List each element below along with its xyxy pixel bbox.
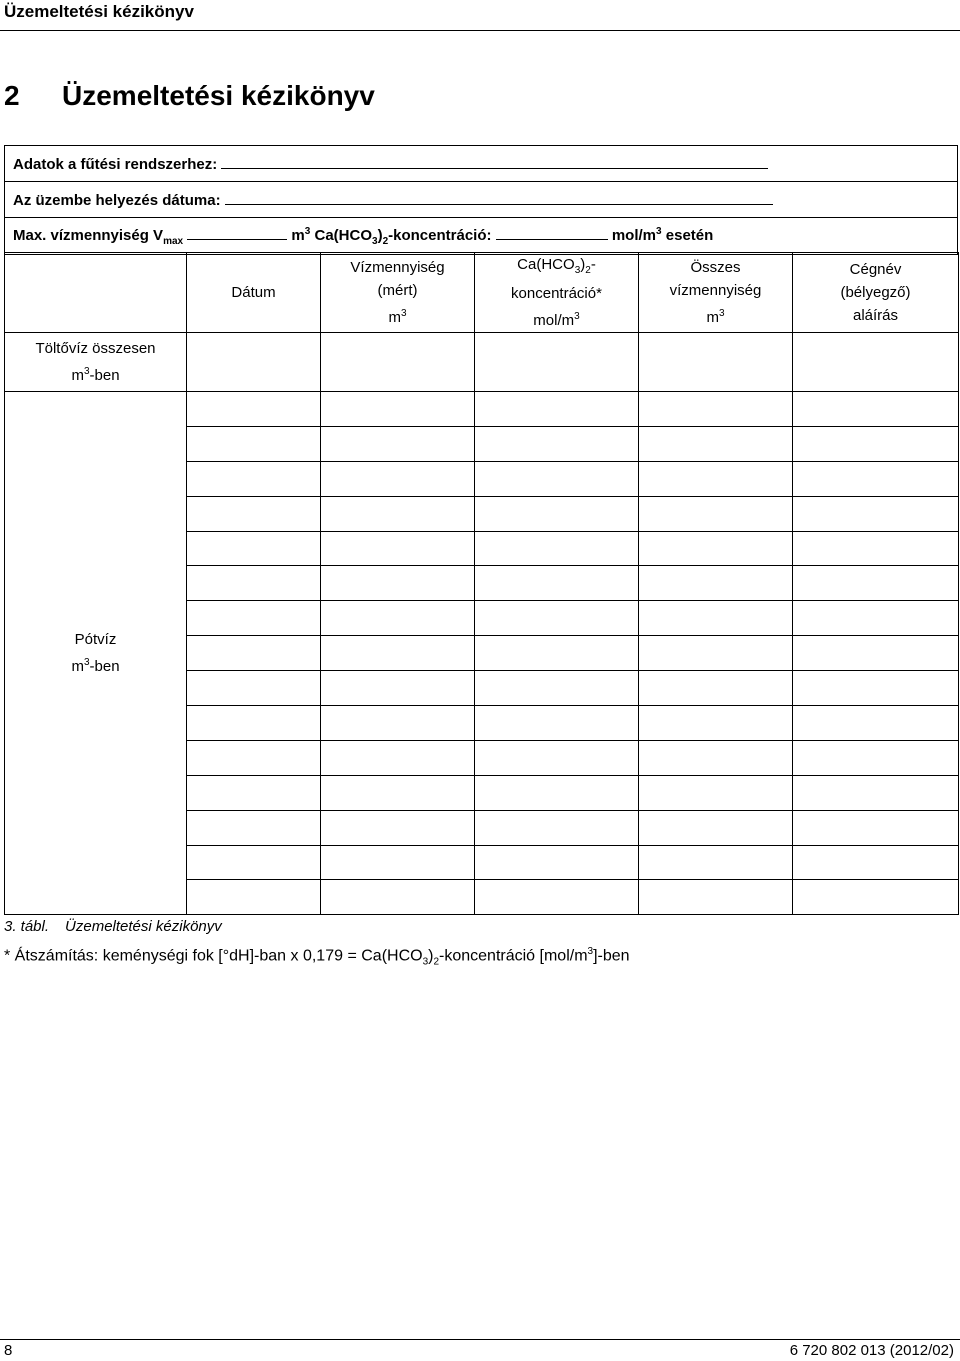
conc-label: Ca(HCO — [314, 227, 373, 244]
entry-cell[interactable] — [475, 601, 639, 636]
mol-unit-exp: 3 — [656, 226, 662, 237]
entry-cell[interactable] — [639, 706, 793, 741]
row-label-fill-water — [5, 333, 187, 392]
entry-cell[interactable] — [639, 671, 793, 706]
entry-cell[interactable] — [321, 706, 475, 741]
entry-cell[interactable] — [475, 496, 639, 531]
col-total-unit-exp: 3 — [718, 308, 725, 319]
entry-cell[interactable] — [475, 636, 639, 671]
col-conc-l1 — [475, 253, 638, 282]
document-code: 6 720 802 013 (2012/02) — [789, 1342, 954, 1359]
col-water-l2: (mért) — [377, 282, 418, 299]
entry-cell[interactable] — [187, 636, 321, 671]
conc-suffix: -koncentráció: — [388, 227, 492, 244]
footnote-a: * Átszámítás: keménységi fok [°dH]-ban x 0,179 = Ca(HCO — [4, 947, 423, 965]
conc-sub1: 3 — [372, 236, 378, 247]
entry-cell[interactable] — [793, 810, 959, 845]
entry-cell[interactable] — [639, 845, 793, 880]
entry-cell[interactable] — [475, 845, 639, 880]
entry-cell[interactable] — [639, 810, 793, 845]
entry-cell[interactable] — [639, 775, 793, 810]
entry-cell[interactable] — [639, 740, 793, 775]
heating-data-label: Adatok a fűtési rendszerhez: — [13, 156, 218, 173]
col-company-l2: (bélyegző) — [840, 284, 911, 301]
row-label-makeup-water — [5, 392, 187, 915]
col-total-l1: Összes — [690, 259, 741, 276]
section-title-text: Üzemeltetési kézikönyv — [62, 80, 375, 111]
col-company-l3: aláírás — [852, 307, 899, 324]
col-conc-unit-text: mol/m — [533, 312, 575, 329]
col-header-water — [321, 253, 475, 333]
entry-cell[interactable] — [475, 392, 639, 427]
mol-unit: mol/m — [611, 227, 657, 244]
fill-water-suffix: -ben — [89, 367, 120, 384]
footnote-sub1: 3 — [422, 956, 429, 968]
col-header-conc — [475, 253, 639, 333]
max-volume-label: Max. vízmennyiség V — [13, 227, 164, 244]
makeup-water-unit-exp: 3 — [83, 657, 90, 669]
entry-cell[interactable] — [639, 601, 793, 636]
entry-cell[interactable] — [639, 426, 793, 461]
makeup-water-suffix: -ben — [89, 658, 120, 676]
entry-cell[interactable] — [187, 775, 321, 810]
entry-cell[interactable] — [321, 566, 475, 601]
entry-cell[interactable] — [639, 531, 793, 566]
conc-mid: ) — [377, 227, 383, 244]
entry-cell[interactable] — [187, 880, 321, 915]
col-header-date — [187, 253, 321, 333]
col-water-l1: Vízmennyiség — [350, 259, 445, 276]
entry-cell[interactable] — [187, 740, 321, 775]
col-header-total — [639, 253, 793, 333]
col-conc-sub2: 2 — [585, 265, 591, 276]
makeup-water-l1: Pótvíz — [74, 631, 117, 649]
footnote-exp: 3 — [587, 946, 594, 957]
footnote-d: ]-ben — [593, 947, 630, 965]
entry-cell[interactable] — [475, 671, 639, 706]
max-volume-unit-exp: 3 — [304, 226, 311, 237]
entry-cell[interactable] — [793, 426, 959, 461]
entry-cell[interactable] — [321, 496, 475, 531]
entry-cell[interactable] — [321, 426, 475, 461]
entry-cell[interactable] — [793, 740, 959, 775]
entry-cell[interactable] — [639, 496, 793, 531]
entry-cell[interactable] — [321, 636, 475, 671]
entry-cell[interactable] — [187, 333, 321, 392]
header-rule — [0, 30, 960, 31]
commission-date-blank — [225, 190, 773, 205]
entry-cell[interactable] — [321, 671, 475, 706]
entry-cell[interactable] — [475, 566, 639, 601]
col-date-text: Dátum — [231, 284, 276, 301]
entry-cell[interactable] — [475, 880, 639, 915]
entry-cell[interactable] — [321, 531, 475, 566]
entry-cell[interactable] — [321, 845, 475, 880]
entry-cell[interactable] — [639, 392, 793, 427]
eseten-text: esetén — [665, 227, 714, 244]
entry-cell[interactable] — [187, 601, 321, 636]
entry-cell[interactable] — [793, 775, 959, 810]
entry-cell[interactable] — [187, 496, 321, 531]
entry-cell[interactable] — [321, 392, 475, 427]
fill-water-unit-text: m — [71, 367, 84, 384]
heating-data-blank — [221, 154, 768, 169]
entry-cell[interactable] — [793, 706, 959, 741]
caption-text: Üzemeltetési kézikönyv — [65, 918, 222, 935]
entry-cell[interactable] — [475, 810, 639, 845]
entry-cell[interactable] — [187, 706, 321, 741]
header-empty-cell — [5, 253, 187, 333]
entry-cell[interactable] — [475, 461, 639, 496]
col-conc-unit-exp: 3 — [574, 311, 580, 322]
footnote-b: ) — [428, 947, 434, 965]
col-conc-unit — [475, 305, 638, 332]
makeup-water-unit-text: m — [71, 658, 84, 676]
entry-cell[interactable] — [475, 333, 639, 392]
fill-water-unit-exp: 3 — [83, 366, 90, 377]
entry-cell[interactable] — [793, 636, 959, 671]
entry-cell[interactable] — [793, 880, 959, 915]
system-info-table — [4, 145, 958, 255]
footnote-sub2: 2 — [433, 956, 440, 968]
col-conc-sub1: 3 — [574, 265, 581, 276]
footnote-c: -koncentráció [mol/m — [439, 947, 588, 965]
entry-cell[interactable] — [475, 531, 639, 566]
col-total-unit-text: m — [706, 309, 719, 326]
col-water-unit — [321, 302, 474, 329]
commission-date-cell — [5, 182, 958, 218]
page-number: 8 — [4, 1342, 13, 1359]
entry-cell[interactable] — [187, 810, 321, 845]
entry-cell[interactable] — [639, 636, 793, 671]
entry-cell[interactable] — [187, 392, 321, 427]
entry-cell[interactable] — [475, 706, 639, 741]
entry-cell[interactable] — [793, 671, 959, 706]
section-number: 2 — [4, 80, 20, 111]
entry-cell[interactable] — [321, 333, 475, 392]
entry-cell[interactable] — [187, 671, 321, 706]
fill-water-unit — [5, 360, 186, 387]
commission-date-label: Az üzembe helyezés dátuma: — [13, 192, 221, 209]
entry-cell[interactable] — [475, 426, 639, 461]
caption-label: 3. tábl. — [4, 918, 50, 935]
makeup-water-unit — [5, 651, 186, 678]
footer-rule — [0, 1339, 960, 1340]
max-subscript: max — [163, 236, 184, 247]
section-title — [4, 80, 375, 112]
entry-cell[interactable] — [793, 601, 959, 636]
entry-cell[interactable] — [187, 566, 321, 601]
max-volume-unit: m — [291, 227, 305, 244]
footnote — [4, 946, 630, 968]
col-conc-l1c: - — [590, 256, 596, 273]
entry-cell[interactable] — [187, 531, 321, 566]
entry-cell[interactable] — [187, 845, 321, 880]
entry-cell[interactable] — [793, 496, 959, 531]
col-total-unit — [639, 302, 792, 329]
col-conc-l1b: ) — [580, 256, 586, 273]
entry-cell[interactable] — [187, 426, 321, 461]
entry-cell[interactable] — [793, 392, 959, 427]
entry-cell[interactable] — [475, 740, 639, 775]
entry-cell[interactable] — [639, 461, 793, 496]
entry-cell[interactable] — [321, 461, 475, 496]
entry-cell[interactable] — [187, 461, 321, 496]
fill-water-l1: Töltővíz összesen — [35, 340, 156, 357]
col-conc-l2: koncentráció* — [511, 285, 602, 302]
entry-cell[interactable] — [793, 461, 959, 496]
table-caption — [4, 918, 222, 935]
max-volume-cell — [5, 218, 958, 255]
entry-cell[interactable] — [321, 810, 475, 845]
col-conc-l1a: Ca(HCO — [517, 256, 575, 273]
entry-cell[interactable] — [475, 775, 639, 810]
col-header-company — [793, 253, 959, 333]
col-water-unit-text: m — [388, 309, 401, 326]
entry-cell[interactable] — [793, 845, 959, 880]
entry-cell[interactable] — [639, 333, 793, 392]
entry-cell[interactable] — [793, 566, 959, 601]
max-volume-blank — [187, 225, 287, 240]
entry-cell[interactable] — [321, 601, 475, 636]
entry-cell[interactable] — [321, 880, 475, 915]
col-total-l2: vízmennyiség — [669, 282, 762, 299]
conc-sub2: 2 — [382, 236, 389, 247]
entry-cell[interactable] — [321, 775, 475, 810]
col-water-unit-exp: 3 — [400, 308, 407, 319]
water-log-table — [4, 252, 959, 915]
col-company-l1: Cégnév — [849, 261, 902, 278]
heating-data-cell — [5, 146, 958, 182]
conc-blank — [496, 225, 608, 240]
entry-cell[interactable] — [793, 333, 959, 392]
entry-cell[interactable] — [639, 566, 793, 601]
entry-cell[interactable] — [639, 880, 793, 915]
entry-cell[interactable] — [793, 531, 959, 566]
running-header: Üzemeltetési kézikönyv — [4, 2, 194, 21]
entry-cell[interactable] — [321, 740, 475, 775]
